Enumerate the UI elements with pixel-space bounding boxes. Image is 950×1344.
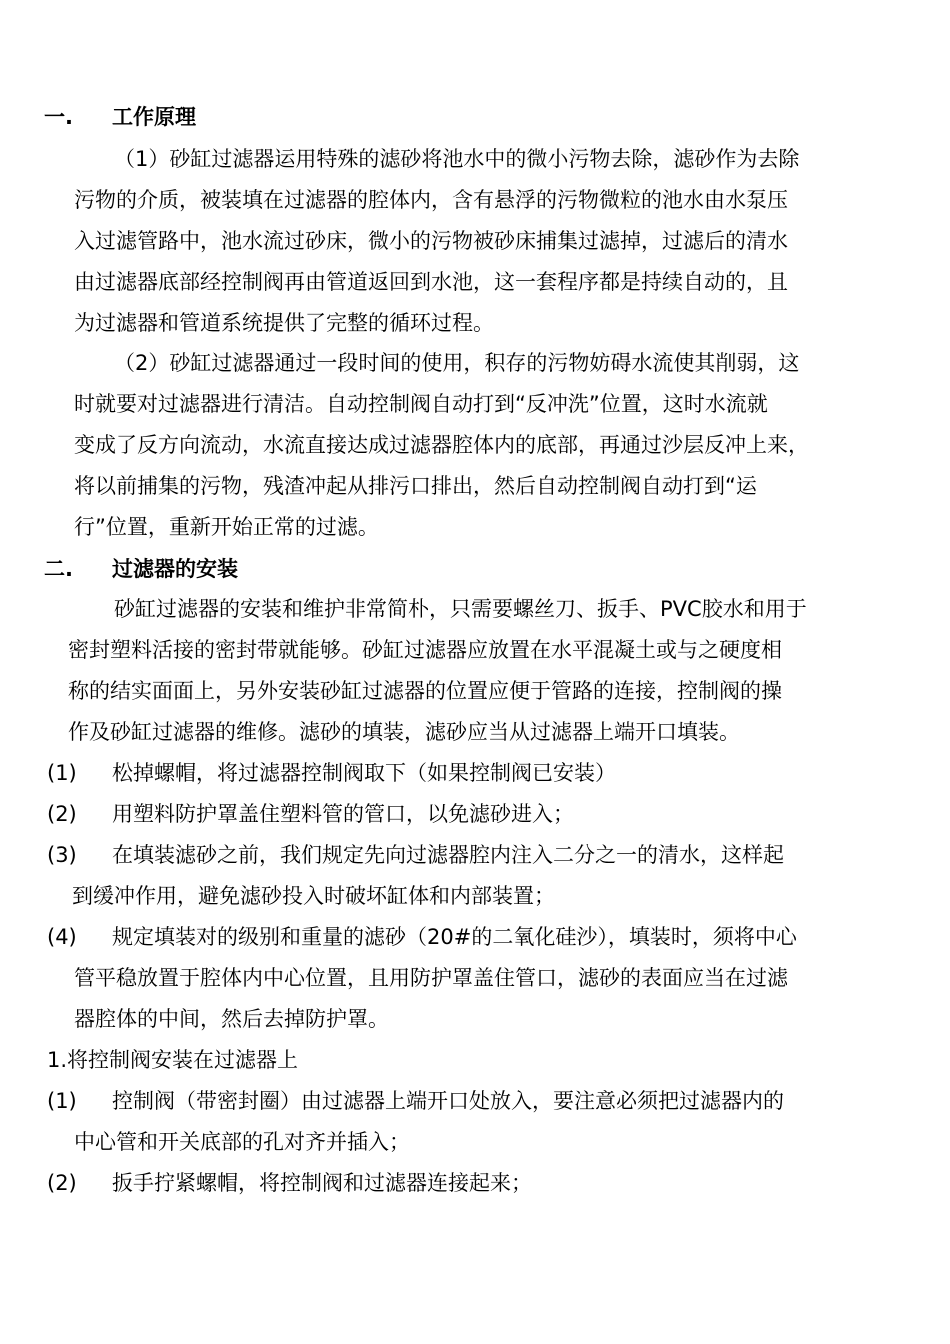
paragraph-line: 砂缸过滤器的安装和维护非常简朴，只需要螺丝刀、扳手、PVC胶水和用于	[114, 597, 807, 621]
list-item-number: (1)	[47, 1089, 77, 1113]
list-item-continuation: 到缓冲作用，避免滤砂投入时破坏缸体和内部装置；	[72, 884, 555, 908]
paragraph-line: 入过滤管路中，池水流过砂床，微小的污物被砂床捕集过滤掉，过滤后的清水	[74, 229, 788, 253]
paragraph-line: 变成了反方向流动，水流直接达成过滤器腔体内的底部，再通过沙层反冲上来，	[74, 433, 809, 457]
list-item-text: 控制阀（带密封圈）由过滤器上端开口处放入，要注意必须把过滤器内的	[112, 1089, 784, 1113]
paragraph-line: 密封塑料活接的密封带就能够。砂缸过滤器应放置在水平混凝土或与之硬度相	[68, 638, 782, 662]
list-item-text: 在填装滤砂之前，我们规定先向过滤器腔内注入二分之一的清水，这样起	[112, 843, 784, 867]
list-item-continuation: 管平稳放置于腔体内中心位置，且用防护罩盖住管口，滤砂的表面应当在过滤	[74, 966, 788, 990]
paragraph-line: 称的结实面面上，另外安装砂缸过滤器的位置应便于管路的连接，控制阀的操	[68, 679, 782, 703]
list-item-number: (4)	[47, 925, 77, 949]
paragraph-line: 由过滤器底部经控制阀再由管道返回到水池，这一套程序都是持续自动的，且	[74, 270, 788, 294]
paragraph-line: 时就要对过滤器进行清洁。自动控制阀自动打到“反冲洗”位置，这时水流就	[74, 392, 768, 416]
paragraph-line: 行”位置，重新开始正常的过滤。	[74, 515, 379, 539]
paragraph-line: 作及砂缸过滤器的维修。滤砂的填装，滤砂应当从过滤器上端开口填装。	[68, 720, 740, 744]
paragraph-line: （1）砂缸过滤器运用特殊的滤砂将池水中的微小污物去除，滤砂作为去除	[114, 147, 800, 171]
list-item-text: 扳手拧紧螺帽，将控制阀和过滤器连接起来；	[112, 1171, 532, 1195]
list-item-continuation: 器腔体的中间，然后去掉防护罩。	[74, 1007, 389, 1031]
section-1-title: 工作原理	[112, 105, 196, 129]
section-2-title: 过滤器的安装	[112, 557, 238, 581]
section-2-number: 二.	[44, 557, 73, 581]
list-item-text: 用塑料防护罩盖住塑料管的管口，以免滤砂进入；	[112, 802, 574, 826]
paragraph-line: 为过滤器和管道系统提供了完整的循环过程。	[74, 311, 494, 335]
list-item-number: (2)	[47, 802, 77, 826]
subsection-title: 1.将控制阀安装在过滤器上	[47, 1048, 299, 1072]
paragraph-line: 将以前捕集的污物，残渣冲起从排污口排出，然后自动控制阀自动打到“运	[74, 474, 757, 498]
list-item-number: (3)	[47, 843, 77, 867]
list-item-text: 松掉螺帽，将过滤器控制阀取下（如果控制阀已安装）	[112, 761, 616, 785]
list-item-number: (1)	[47, 761, 77, 785]
section-1-number: 一.	[44, 105, 73, 129]
list-item-number: (2)	[47, 1171, 77, 1195]
paragraph-line: 污物的介质，被装填在过滤器的腔体内，含有悬浮的污物微粒的池水由水泵压	[74, 188, 788, 212]
list-item-text: 规定填装对的级别和重量的滤砂（20#的二氧化硅沙），填装时，须将中心	[112, 925, 797, 949]
paragraph-line: （2）砂缸过滤器通过一段时间的使用，积存的污物妨碍水流使其削弱，这	[114, 351, 800, 375]
list-item-continuation: 中心管和开关底部的孔对齐并插入；	[74, 1130, 410, 1154]
